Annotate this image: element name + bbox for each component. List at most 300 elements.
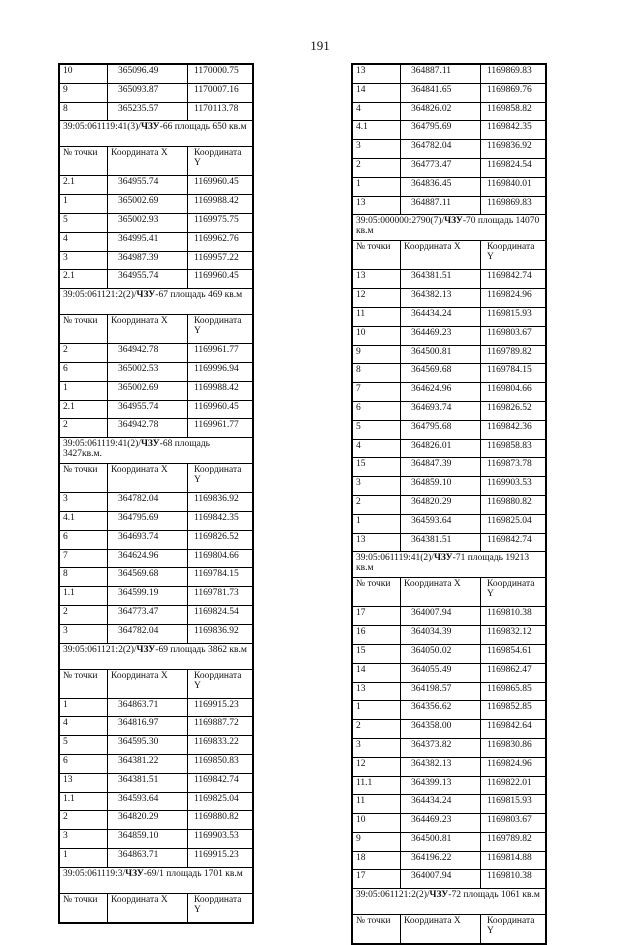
coordinate-y-cell: 1169826.52	[481, 401, 546, 420]
coordinate-x-cell: 365002.69	[108, 381, 188, 400]
zone-area: -69 площадь 3862 кв.м	[155, 644, 247, 655]
coordinate-y-cell: 1169903.53	[188, 830, 253, 849]
coordinate-x-cell: 364826.01	[401, 439, 481, 458]
coordinate-row	[353, 326, 546, 345]
coordinate-y-cell: 1170007.16	[188, 83, 253, 102]
point-number-cell: 6	[60, 362, 108, 381]
coordinate-x-cell: 364381.51	[108, 773, 188, 792]
coordinate-y-cell: 1169803.67	[481, 814, 546, 833]
point-number-cell: 2	[60, 419, 108, 438]
coordinate-y-cell: 1169825.04	[481, 514, 546, 533]
coordinate-y-cell: 1169852.85	[481, 701, 546, 720]
coordinate-y-cell: 1169815.93	[481, 307, 546, 326]
header-coordinate-y: Координата Y	[188, 147, 253, 176]
coordinate-y-cell: 1169784.15	[481, 364, 546, 383]
coordinate-row	[353, 140, 546, 159]
cadastral-number: 39:05:061121:2(2)/	[63, 644, 137, 655]
coordinate-x-cell: 364820.29	[108, 811, 188, 830]
section-title-cell	[60, 438, 253, 464]
coordinate-row	[353, 401, 546, 420]
coordinate-x-cell: 364782.04	[108, 624, 188, 643]
coordinate-x-cell: 364593.64	[401, 514, 481, 533]
point-number-cell: 10	[353, 326, 401, 345]
section-title-row	[353, 215, 546, 241]
table-header-row	[60, 669, 253, 698]
header-coordinate-x: Координата X	[108, 464, 188, 493]
header-coordinate-y: Координата Y	[481, 241, 546, 270]
coordinate-row	[353, 832, 546, 851]
coordinate-y-cell: 1169960.45	[188, 400, 253, 419]
section-title-row	[353, 889, 546, 915]
coordinate-x-cell: 364955.74	[108, 176, 188, 195]
coordinate-y-cell: 1169915.23	[188, 698, 253, 717]
coordinate-row	[353, 701, 546, 720]
coordinate-row	[60, 792, 253, 811]
coordinate-x-cell: 365096.49	[108, 65, 188, 84]
section-title-row	[60, 289, 253, 315]
coordinate-y-cell: 1169842.74	[481, 270, 546, 289]
coordinate-x-cell: 364987.39	[108, 251, 188, 270]
point-number-cell: 16	[353, 626, 401, 645]
coordinate-y-cell: 1169804.66	[481, 383, 546, 402]
coordinate-row	[353, 851, 546, 870]
point-number-cell: 4.1	[60, 511, 108, 530]
coordinate-x-cell: 365002.69	[108, 195, 188, 214]
header-coordinate-x: Координата X	[108, 893, 188, 922]
coordinate-y-cell: 1169960.45	[188, 176, 253, 195]
point-number-cell: 7	[60, 549, 108, 568]
coordinate-y-cell: 1169842.35	[188, 511, 253, 530]
coordinate-row	[60, 717, 253, 736]
coordinate-x-cell: 364381.51	[401, 533, 481, 552]
coordinate-x-cell: 364569.68	[401, 364, 481, 383]
coordinate-row	[353, 83, 546, 102]
coordinate-x-cell: 364863.71	[108, 848, 188, 867]
coordinate-y-cell: 1169915.23	[188, 848, 253, 867]
point-number-cell: 18	[353, 851, 401, 870]
point-number-cell: 2.1	[60, 270, 108, 289]
coordinate-y-cell: 1169804.66	[188, 549, 253, 568]
coordinate-x-cell: 364500.81	[401, 345, 481, 364]
point-number-cell: 6	[60, 530, 108, 549]
point-number-cell: 12	[353, 289, 401, 308]
header-point-number: № точки	[60, 893, 108, 922]
coordinate-row	[353, 682, 546, 701]
coordinate-x-cell: 364773.47	[108, 605, 188, 624]
coordinate-row	[353, 196, 546, 215]
section-title-cell	[60, 289, 253, 315]
coordinate-y-cell: 1169869.83	[481, 65, 546, 84]
coordinate-y-cell: 1169826.52	[188, 530, 253, 549]
point-number-cell: 6	[353, 401, 401, 420]
header-coordinate-y: Координата Y	[481, 915, 546, 944]
coordinate-y-cell: 1170113.78	[188, 102, 253, 121]
header-coordinate-y: Координата Y	[481, 578, 546, 607]
coordinate-row	[60, 773, 253, 792]
header-coordinate-x: Координата X	[401, 915, 481, 944]
coordinate-y-cell: 1169824.54	[188, 605, 253, 624]
header-point-number: № точки	[60, 147, 108, 176]
coordinate-x-cell: 364820.29	[401, 495, 481, 514]
point-number-cell: 3	[60, 251, 108, 270]
header-coordinate-x: Координата X	[108, 147, 188, 176]
point-number-cell: 2.1	[60, 400, 108, 419]
header-coordinate-x: Координата X	[108, 315, 188, 344]
coordinate-row	[353, 720, 546, 739]
point-number-cell: 1	[60, 195, 108, 214]
header-point-number: № точки	[353, 241, 401, 270]
section-title-row	[60, 121, 253, 147]
coordinate-x-cell: 364795.69	[401, 121, 481, 140]
zone-code: ЧЗУ	[125, 868, 144, 879]
coordinate-x-cell: 364624.96	[108, 549, 188, 568]
point-number-cell: 14	[353, 83, 401, 102]
point-number-cell: 13	[353, 196, 401, 215]
cadastral-number: 39:05:000000:2790(7)/	[356, 216, 445, 227]
right-column-table	[351, 63, 547, 945]
coordinate-x-cell: 364859.10	[108, 830, 188, 849]
point-number-cell: 1	[60, 698, 108, 717]
coordinate-row	[60, 698, 253, 717]
zone-area: -72 площадь 1061 кв.м	[448, 890, 540, 901]
coordinate-y-cell: 1169824.96	[481, 289, 546, 308]
coordinate-row	[60, 830, 253, 849]
table-header-row	[60, 315, 253, 344]
coordinate-y-cell: 1169858.82	[481, 102, 546, 121]
coordinate-x-cell: 364434.24	[401, 307, 481, 326]
point-number-cell: 1	[60, 848, 108, 867]
point-number-cell: 13	[353, 65, 401, 84]
coordinate-y-cell: 1169825.04	[188, 792, 253, 811]
header-point-number: № точки	[60, 464, 108, 493]
coordinate-y-cell: 1169781.73	[188, 587, 253, 606]
coordinate-x-cell: 364836.45	[401, 177, 481, 196]
coordinate-x-cell: 364356.62	[401, 701, 481, 720]
point-number-cell: 3	[353, 140, 401, 159]
coordinate-x-cell: 364624.96	[401, 383, 481, 402]
coordinate-row	[60, 754, 253, 773]
cadastral-number: 39:05:061119:41(3)/	[63, 122, 141, 133]
section-title-row	[60, 438, 253, 464]
point-number-cell: 8	[353, 364, 401, 383]
point-number-cell: 1	[353, 701, 401, 720]
coordinate-row	[353, 158, 546, 177]
section-title-cell	[353, 552, 546, 578]
coordinate-row	[60, 530, 253, 549]
coordinate-y-cell: 1169961.77	[188, 419, 253, 438]
coordinate-x-cell: 364942.78	[108, 344, 188, 363]
coordinate-row	[353, 663, 546, 682]
coordinate-x-cell: 364434.24	[401, 795, 481, 814]
zone-area: -69/1 площадь 1701 кв.м	[143, 868, 243, 879]
left-table-body	[60, 65, 253, 923]
coordinate-row	[353, 177, 546, 196]
point-number-cell: 1.1	[60, 587, 108, 606]
point-number-cell: 8	[60, 568, 108, 587]
coordinate-row	[353, 870, 546, 889]
point-number-cell: 3	[60, 830, 108, 849]
point-number-cell: 3	[353, 738, 401, 757]
point-number-cell: 9	[353, 832, 401, 851]
zone-area: -70 площадь 14070 кв.м	[356, 216, 540, 237]
point-number-cell: 7	[353, 383, 401, 402]
coordinate-y-cell: 1169957.22	[188, 251, 253, 270]
point-number-cell: 10	[353, 814, 401, 833]
coordinate-row	[60, 419, 253, 438]
coordinate-y-cell: 1169862.47	[481, 663, 546, 682]
coordinate-y-cell: 1169903.53	[481, 477, 546, 496]
coordinate-row	[353, 757, 546, 776]
point-number-cell: 1	[353, 514, 401, 533]
point-number-cell: 10	[60, 65, 108, 84]
coordinate-row	[353, 458, 546, 477]
left-column-table	[58, 63, 254, 924]
coordinate-y-cell: 1169988.42	[188, 381, 253, 400]
coordinate-x-cell: 364382.13	[401, 289, 481, 308]
coordinate-row	[353, 439, 546, 458]
right-table-body	[353, 65, 546, 944]
header-coordinate-x: Координата X	[401, 578, 481, 607]
coordinate-row	[353, 514, 546, 533]
header-coordinate-x: Координата X	[401, 241, 481, 270]
coordinate-x-cell: 364469.23	[401, 814, 481, 833]
coordinate-y-cell: 1170000.75	[188, 65, 253, 84]
coordinate-y-cell: 1169960.45	[188, 270, 253, 289]
coordinate-y-cell: 1169996.94	[188, 362, 253, 381]
point-number-cell: 13	[353, 270, 401, 289]
point-number-cell: 4	[353, 102, 401, 121]
point-number-cell: 9	[353, 345, 401, 364]
header-point-number: № точки	[353, 915, 401, 944]
coordinate-y-cell: 1169840.01	[481, 177, 546, 196]
coordinate-y-cell: 1169833.22	[188, 736, 253, 755]
point-number-cell: 4.1	[353, 121, 401, 140]
coordinate-y-cell: 1169836.92	[481, 140, 546, 159]
header-coordinate-y: Координата Y	[188, 893, 253, 922]
cadastral-number: 39:05:061121:2(2)/	[63, 290, 137, 301]
coordinate-x-cell: 364381.22	[108, 754, 188, 773]
coordinate-row	[353, 644, 546, 663]
coordinate-row	[60, 344, 253, 363]
point-number-cell: 1	[353, 177, 401, 196]
coordinate-x-cell: 364055.49	[401, 663, 481, 682]
coordinate-y-cell: 1169873.78	[481, 458, 546, 477]
coordinate-row	[60, 400, 253, 419]
section-title-row	[60, 643, 253, 669]
point-number-cell: 5	[353, 420, 401, 439]
point-number-cell: 2	[60, 811, 108, 830]
section-title-row	[60, 867, 253, 893]
table-header-row	[60, 147, 253, 176]
coordinate-row	[353, 533, 546, 552]
point-number-cell: 3	[60, 493, 108, 512]
coordinate-y-cell: 1169842.35	[481, 121, 546, 140]
zone-code: ЧЗУ	[140, 439, 160, 450]
zone-area: -71 площадь 19213 кв.м	[356, 553, 530, 574]
point-number-cell: 2	[353, 720, 401, 739]
coordinate-x-cell: 364034.39	[401, 626, 481, 645]
coordinate-x-cell: 364826.02	[401, 102, 481, 121]
section-title-cell	[353, 889, 546, 915]
coordinate-y-cell: 1169880.82	[188, 811, 253, 830]
coordinate-x-cell: 365002.53	[108, 362, 188, 381]
point-number-cell: 15	[353, 644, 401, 663]
header-coordinate-y: Координата Y	[188, 315, 253, 344]
coordinate-x-cell: 364782.04	[401, 140, 481, 159]
point-number-cell: 3	[60, 624, 108, 643]
coordinate-x-cell: 364795.68	[401, 420, 481, 439]
coordinate-row	[353, 289, 546, 308]
coordinate-y-cell: 1169814.88	[481, 851, 546, 870]
coordinate-x-cell: 365093.87	[108, 83, 188, 102]
coordinate-y-cell: 1169824.96	[481, 757, 546, 776]
coordinate-row	[353, 121, 546, 140]
zone-code: ЧЗУ	[429, 890, 449, 901]
coordinate-x-cell: 365235.57	[108, 102, 188, 121]
point-number-cell: 2	[60, 605, 108, 624]
coordinate-x-cell: 364399.13	[401, 776, 481, 795]
point-number-cell: 17	[353, 870, 401, 889]
point-number-cell: 9	[60, 83, 108, 102]
point-number-cell: 5	[60, 736, 108, 755]
point-number-cell: 3	[353, 477, 401, 496]
coordinate-x-cell: 364569.68	[108, 568, 188, 587]
coordinate-y-cell: 1169815.93	[481, 795, 546, 814]
coordinate-y-cell: 1169830.86	[481, 738, 546, 757]
coordinate-row	[60, 83, 253, 102]
coordinate-row	[60, 176, 253, 195]
coordinate-x-cell: 364196.22	[401, 851, 481, 870]
coordinate-row	[60, 587, 253, 606]
coordinate-x-cell: 364381.51	[401, 270, 481, 289]
coordinate-row	[60, 605, 253, 624]
coordinate-y-cell: 1169869.83	[481, 196, 546, 215]
coordinate-row	[353, 738, 546, 757]
table-header-row	[353, 578, 546, 607]
coordinate-x-cell: 364599.19	[108, 587, 188, 606]
zone-area: -67 площадь 469 кв.м	[155, 290, 243, 301]
coordinate-x-cell: 364859.10	[401, 477, 481, 496]
point-number-cell: 12	[353, 757, 401, 776]
point-number-cell: 13	[353, 682, 401, 701]
coordinate-x-cell: 364955.74	[108, 400, 188, 419]
zone-code: ЧЗУ	[140, 122, 160, 133]
coordinate-y-cell: 1169842.74	[188, 773, 253, 792]
coordinate-y-cell: 1169803.67	[481, 326, 546, 345]
cadastral-number: 39:05:061119:41(2)/	[63, 439, 141, 450]
coordinate-x-cell: 364050.02	[401, 644, 481, 663]
coordinate-row	[353, 626, 546, 645]
point-number-cell: 14	[353, 663, 401, 682]
coordinate-y-cell: 1169824.54	[481, 158, 546, 177]
coordinate-row	[60, 270, 253, 289]
coordinate-y-cell: 1169887.72	[188, 717, 253, 736]
coordinate-row	[353, 795, 546, 814]
coordinate-row	[60, 736, 253, 755]
coordinate-x-cell: 364955.74	[108, 270, 188, 289]
coordinate-x-cell: 364382.13	[401, 757, 481, 776]
point-number-cell: 11	[353, 795, 401, 814]
coordinate-row	[60, 381, 253, 400]
zone-code: ЧЗУ	[444, 216, 463, 227]
coordinate-row	[353, 102, 546, 121]
coordinate-y-cell: 1169810.38	[481, 607, 546, 626]
coordinate-row	[60, 568, 253, 587]
coordinate-y-cell: 1169961.77	[188, 344, 253, 363]
coordinate-y-cell: 1169850.83	[188, 754, 253, 773]
section-title-cell	[353, 215, 546, 241]
point-number-cell: 13	[60, 773, 108, 792]
coordinate-x-cell: 364693.74	[108, 530, 188, 549]
table-header-row	[60, 893, 253, 922]
coordinate-row	[60, 811, 253, 830]
coordinate-row	[60, 848, 253, 867]
cadastral-number: 39:05:061119:3/	[63, 868, 126, 879]
section-title-cell	[60, 867, 253, 893]
coordinate-x-cell: 365002.93	[108, 213, 188, 232]
coordinate-y-cell: 1169880.82	[481, 495, 546, 514]
coordinate-x-cell: 364847.39	[401, 458, 481, 477]
point-number-cell: 6	[60, 754, 108, 773]
coordinate-row	[353, 364, 546, 383]
coordinate-y-cell: 1169854.61	[481, 644, 546, 663]
coordinate-row	[353, 420, 546, 439]
cadastral-number: 39:05:061119:41(2)/	[356, 553, 434, 564]
point-number-cell: 13	[353, 533, 401, 552]
point-number-cell: 4	[60, 717, 108, 736]
coordinate-y-cell: 1169842.74	[481, 533, 546, 552]
coordinate-y-cell: 1169789.82	[481, 832, 546, 851]
zone-area: -68 площадь 3427кв.м.	[63, 439, 210, 460]
point-number-cell: 2	[60, 344, 108, 363]
zone-area: -66 площадь 650 кв.м	[159, 122, 247, 133]
point-number-cell: 1	[60, 381, 108, 400]
point-number-cell: 2	[353, 158, 401, 177]
point-number-cell: 2.1	[60, 176, 108, 195]
coordinate-x-cell: 364773.47	[401, 158, 481, 177]
coordinate-row	[60, 251, 253, 270]
point-number-cell: 5	[60, 213, 108, 232]
coordinate-y-cell: 1169784.15	[188, 568, 253, 587]
header-coordinate-y: Координата Y	[188, 464, 253, 493]
coordinate-x-cell: 364593.64	[108, 792, 188, 811]
coordinate-row	[353, 345, 546, 364]
coordinate-x-cell: 364198.57	[401, 682, 481, 701]
coordinate-row	[353, 307, 546, 326]
coordinate-row	[353, 495, 546, 514]
coordinate-y-cell: 1169865.85	[481, 682, 546, 701]
coordinate-row	[60, 195, 253, 214]
coordinate-y-cell: 1169962.76	[188, 232, 253, 251]
point-number-cell: 8	[60, 102, 108, 121]
coordinate-row	[353, 814, 546, 833]
coordinate-y-cell: 1169842.36	[481, 420, 546, 439]
header-coordinate-x: Координата X	[108, 669, 188, 698]
coordinate-y-cell: 1169869.76	[481, 83, 546, 102]
coordinate-row	[60, 232, 253, 251]
section-title-cell	[60, 121, 253, 147]
coordinate-y-cell: 1169842.64	[481, 720, 546, 739]
coordinate-x-cell: 364816.97	[108, 717, 188, 736]
table-header-row	[353, 241, 546, 270]
coordinate-row	[60, 213, 253, 232]
point-number-cell: 11.1	[353, 776, 401, 795]
coordinate-row	[353, 477, 546, 496]
coordinate-x-cell: 364693.74	[401, 401, 481, 420]
coordinate-x-cell: 364469.23	[401, 326, 481, 345]
coordinate-x-cell: 364887.11	[401, 65, 481, 84]
point-number-cell: 11	[353, 307, 401, 326]
